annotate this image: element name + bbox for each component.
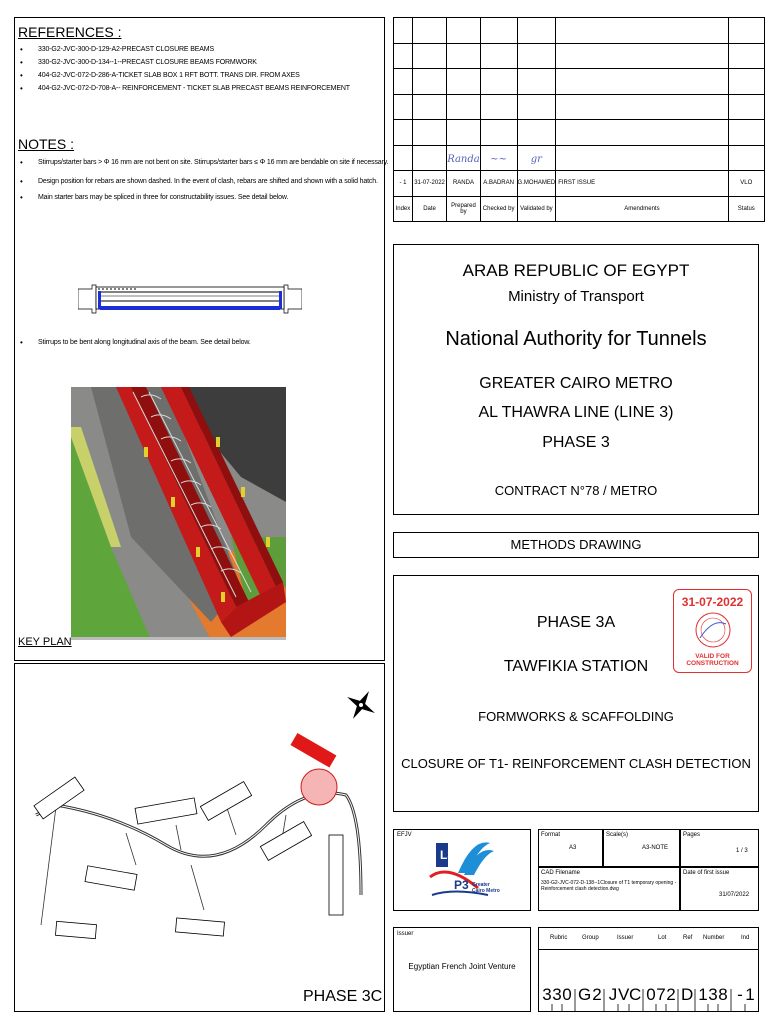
notes-list bbox=[18, 158, 389, 202]
code-char: 2 bbox=[592, 985, 602, 1004]
format-value: A3 bbox=[569, 845, 577, 851]
pages-label: Pages bbox=[683, 832, 701, 838]
code-header-number: Number bbox=[703, 935, 725, 941]
code-char: 0 bbox=[562, 985, 572, 1004]
code-separators bbox=[538, 949, 759, 1012]
header-date: Date bbox=[412, 196, 446, 222]
project-line-2: AL THAWRA LINE (LINE 3) bbox=[478, 404, 674, 421]
code-char: J bbox=[608, 985, 618, 1004]
scale-label: Scale(s) bbox=[606, 832, 629, 838]
stamp-date: 31-07-2022 bbox=[681, 595, 744, 609]
revision-row-empty bbox=[394, 43, 765, 69]
metro-logo bbox=[428, 833, 498, 909]
revision-row-empty bbox=[394, 69, 765, 95]
code-char: 1 bbox=[745, 985, 755, 1004]
format-label: Format bbox=[541, 832, 561, 838]
cad-filename: 330-G2-JVC-072-D-138--1Closure of T1 temporary opening - Reinforcement clash detection.dwg bbox=[541, 880, 677, 892]
methods-drawing-label: METHODS DRAWING bbox=[510, 537, 642, 552]
signature-validated: gr bbox=[530, 153, 542, 165]
header-checked-by: Checked by bbox=[480, 196, 517, 222]
code-header-group: Group bbox=[582, 935, 599, 941]
authority-block bbox=[393, 244, 759, 515]
signature-checked: ~~ bbox=[490, 153, 508, 165]
cad-label: CAD Filename bbox=[541, 870, 581, 876]
reference-item: • 404-G2-JVC-072-D-286-A-TICKET SLAB BOX 1 RFT BOTT. TRANS DIR. FROM AXES bbox=[18, 71, 382, 80]
revision-row-empty bbox=[394, 120, 765, 146]
scale-cell bbox=[603, 829, 680, 867]
logo-text: Greater Cairo Metro bbox=[472, 882, 500, 894]
code-char: D bbox=[681, 985, 694, 1004]
stamp-text: VALID FOR CONSTRUCTION bbox=[686, 653, 739, 667]
code-char: 1 bbox=[698, 985, 708, 1004]
notes-heading: NOTES : bbox=[18, 136, 75, 152]
drawing-phase: PHASE 3A bbox=[536, 614, 616, 631]
contract-number: CONTRACT N°78 / METRO bbox=[494, 483, 658, 498]
revision-prepared-by: RANDA bbox=[447, 171, 481, 197]
code-char: C bbox=[629, 985, 642, 1004]
ministry-name: Ministry of Transport bbox=[508, 288, 644, 305]
header-status: Status bbox=[728, 196, 764, 222]
header-amendments: Amendments bbox=[556, 196, 728, 222]
ejv-label: EFJV bbox=[397, 832, 412, 838]
issuer-box bbox=[393, 927, 531, 1012]
code-header-issuer: Issuer bbox=[617, 935, 634, 941]
header-prepared-by: Prepared by bbox=[447, 196, 481, 222]
beam-section-detail bbox=[78, 283, 302, 317]
revision-date: 31-07-2022 bbox=[412, 171, 446, 197]
code-header-ind: Ind bbox=[741, 935, 750, 941]
code-char: 7 bbox=[656, 985, 666, 1004]
reference-item: • 330-G2-JVC-300-D-129-A2-PRECAST CLOSURE BEAMS bbox=[18, 45, 382, 54]
code-header-lot: Lot bbox=[658, 935, 667, 941]
code-char: 3 bbox=[552, 985, 562, 1004]
drawing-subject: CLOSURE OF T1- REINFORCEMENT CLASH DETECTION bbox=[401, 756, 751, 771]
revision-validated-by: G.MOHAMED bbox=[517, 171, 556, 197]
pages-value: 1 / 3 bbox=[736, 848, 748, 854]
code-char: G bbox=[578, 985, 592, 1004]
signature-row bbox=[394, 145, 765, 171]
code-char: 3 bbox=[708, 985, 718, 1004]
ejv-logo-box bbox=[393, 829, 531, 911]
valid-for-construction-stamp bbox=[673, 589, 752, 673]
revision-header-row bbox=[394, 196, 765, 222]
header-index: Index bbox=[394, 196, 413, 222]
drawing-category: FORMWORKS & SCAFFOLDING bbox=[478, 709, 674, 724]
country-name: ARAB REPUBLIC OF EGYPT bbox=[462, 261, 690, 280]
scale-value: A3-NOTE bbox=[642, 845, 669, 851]
code-char: 2 bbox=[666, 985, 676, 1004]
key-plan-map bbox=[16, 665, 383, 1010]
key-plan-heading: KEY PLAN bbox=[18, 636, 72, 648]
reinforcement-3d-render bbox=[71, 387, 286, 640]
project-line-3: PHASE 3 bbox=[542, 434, 610, 451]
revision-status: VLO bbox=[728, 171, 764, 197]
revision-table bbox=[393, 17, 765, 222]
stirrup-note bbox=[18, 338, 382, 347]
logo-p3: P3 bbox=[454, 878, 469, 892]
signature-prepared: Randa bbox=[447, 153, 480, 165]
format-cell bbox=[538, 829, 603, 867]
stamp-seal bbox=[688, 610, 738, 650]
first-issue-label: Date of first issue bbox=[683, 870, 730, 876]
project-line-1: GREATER CAIRO METRO bbox=[479, 375, 673, 392]
code-char: - bbox=[737, 985, 743, 1004]
methods-drawing-box bbox=[393, 532, 759, 558]
pages-cell bbox=[680, 829, 759, 867]
references-heading: REFERENCES : bbox=[18, 24, 122, 40]
revision-index: - 1 bbox=[394, 171, 413, 197]
issuer-name: Egyptian French Joint Venture bbox=[408, 962, 516, 971]
note-item: • Main starter bars may be spliced in three for constructability issues. See detail below. bbox=[18, 193, 382, 202]
revision-checked-by: A.BADRAN bbox=[480, 171, 517, 197]
revision-amendment: FIRST ISSUE bbox=[556, 171, 728, 197]
first-issue-date: 31/07/2022 bbox=[719, 892, 750, 898]
code-header-rubric: Rubric bbox=[550, 935, 568, 941]
code-header-row bbox=[538, 927, 759, 950]
first-issue-cell bbox=[680, 867, 759, 911]
revision-row-empty bbox=[394, 18, 765, 44]
code-char: V bbox=[618, 985, 630, 1004]
note-item: • Stirrups/starter bars > Φ 16 mm are not bent on site. Stirrups/starter bars ≤ Φ 16 mm are bendable on site if necessary. bbox=[18, 158, 382, 167]
cad-filename-cell bbox=[538, 867, 680, 911]
drawing-station: TAWFIKIA STATION bbox=[503, 658, 649, 675]
agency-name: National Authority for Tunnels bbox=[445, 328, 707, 350]
issuer-label: Issuer bbox=[397, 931, 414, 937]
note-item: • Stirrups to be bent along longitudinal axis of the beam. See detail below. bbox=[18, 338, 382, 347]
code-char: 8 bbox=[718, 985, 728, 1004]
revision-row bbox=[394, 171, 765, 197]
reference-item: • 330-G2-JVC-300-D-134--1--PRECAST CLOSURE BEAMS FORMWORK bbox=[18, 58, 382, 67]
logo-l3: L3 bbox=[440, 848, 455, 862]
code-header-ref: Ref bbox=[683, 935, 693, 941]
key-plan-phase-label: PHASE 3C bbox=[303, 988, 383, 1005]
code-char: 3 bbox=[542, 985, 552, 1004]
note-item: • Design position for rebars are shown dashed. In the event of clash, rebars are shifted and shown with a solid hatch. bbox=[18, 177, 382, 186]
header-validated-by: Validated by bbox=[517, 196, 556, 222]
code-char: 0 bbox=[646, 985, 656, 1004]
references-list bbox=[18, 45, 382, 93]
reference-item: • 404-G2-JVC-072-D-708-A-- REINFORCEMENT - TICKET SLAB PRECAST BEAMS REINFORCEMENT bbox=[18, 84, 382, 93]
revision-row-empty bbox=[394, 94, 765, 120]
